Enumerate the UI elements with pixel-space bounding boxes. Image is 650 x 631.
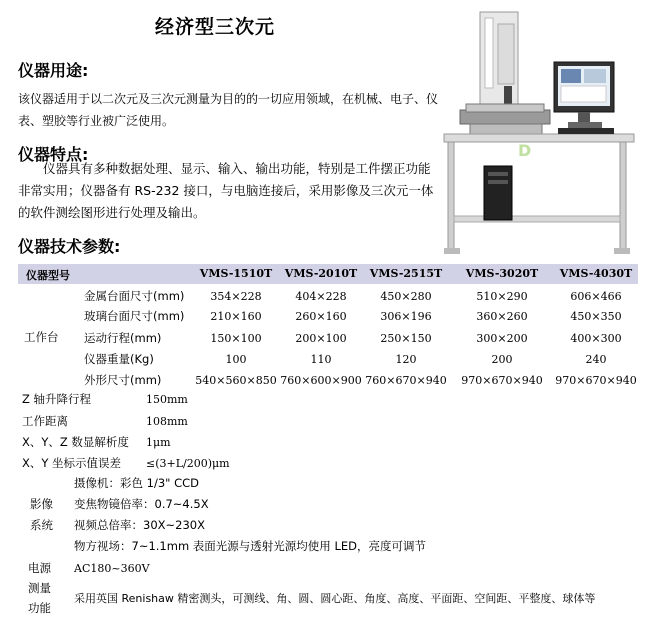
spec-cell: 306×196: [380, 310, 432, 323]
spec-cell: 400×300: [570, 332, 622, 345]
spec-cell: 240: [585, 353, 607, 366]
field-of-view-spec: 物方视场：7~1.1mm 表面光源与透射光源均使用 LED，亮度可调节: [74, 539, 426, 553]
spec-table-header: [18, 264, 638, 284]
spec-cell: 120: [395, 353, 417, 366]
usage-heading: 仪器用途:: [18, 61, 89, 80]
resolution-label: X、Y、Z 数显解析度: [22, 435, 129, 449]
specs-heading: 仪器技术参数:: [18, 237, 121, 256]
xy-error-label: X、Y 坐标示值误差: [22, 456, 122, 470]
z-travel-label: Z 轴升降行程: [22, 392, 92, 406]
working-distance-value: 108mm: [146, 415, 188, 428]
z-travel-value: 150mm: [146, 393, 188, 406]
spec-cell: 450×350: [570, 310, 622, 323]
spec-cell: 250×150: [380, 332, 432, 345]
spec-cell: 260×160: [295, 310, 347, 323]
spec-cell: 150×100: [210, 332, 262, 345]
model-col: VMS-2515T: [369, 267, 443, 280]
spec-cell: 100: [225, 353, 247, 366]
spec-row-label: 外形尺寸(mm): [84, 373, 162, 387]
spec-row-label: 运动行程(mm): [84, 331, 162, 345]
spec-cell: 450×280: [380, 290, 432, 303]
spec-cell: 970×670×940: [461, 374, 543, 387]
spec-cell: 510×290: [476, 290, 528, 303]
measure-label: 功能: [28, 601, 51, 615]
spec-cell: 760×670×940: [365, 374, 447, 387]
spec-cell: 404×228: [295, 290, 347, 303]
spec-cell: 360×260: [476, 310, 528, 323]
camera-spec: 摄像机：彩色 1/3" CCD: [74, 476, 200, 490]
power-value: AC180~360V: [74, 562, 150, 575]
usage-text: 该仪器适用于以二次元及三次元测量为目的的一切应用领域，在机械、电子、仪表、塑胶等行业被广泛使用。: [18, 92, 439, 128]
spec-row-label: 金属台面尺寸(mm): [84, 289, 185, 303]
spec-cell: 200×100: [295, 332, 347, 345]
spec-cell: 200: [491, 353, 513, 366]
spec-cell: 110: [310, 353, 332, 366]
imaging-group-label: 影像: [30, 497, 53, 511]
spec-row-label: 玻璃台面尺寸(mm): [84, 309, 185, 323]
zoom-lens-spec: 变焦物镜倍率：0.7~4.5X: [74, 497, 209, 511]
imaging-group-label: 系统: [30, 518, 53, 532]
model-col: VMS-3020T: [465, 267, 539, 280]
spec-row-label: 仪器重量(Kg): [84, 352, 154, 366]
video-magnification-spec: 视频总倍率：30X~230X: [74, 518, 205, 532]
features-heading: 仪器特点:: [18, 145, 89, 164]
spec-cell: 970×670×940: [555, 374, 637, 387]
workbench-group-label: 工作台: [24, 330, 59, 344]
resolution-value: 1μm: [146, 436, 171, 449]
spec-cell: 210×160: [210, 310, 262, 323]
measure-value: 采用英国 Renishaw 精密测头，可测线、角、圆、圆心距、角度、高度、平面距、空间距、平整度、球体等: [74, 592, 596, 605]
model-col: VMS-4030T: [559, 267, 633, 280]
working-distance-label: 工作距离: [22, 414, 68, 428]
model-col: VMS-1510T: [199, 267, 273, 280]
measure-label: 测量: [28, 581, 51, 595]
power-label: 电源: [28, 561, 51, 575]
spec-cell: 300×200: [476, 332, 528, 345]
xy-error-value: ≤(3+L/200)μm: [146, 457, 230, 470]
model-col: VMS-2010T: [284, 267, 358, 280]
measuring-machine-image: [440, 6, 640, 258]
header-model-label: 仪器型号: [26, 269, 70, 282]
features-text: 仪器具有多种数据处理、显示、输入、输出功能，特别是工件摆正功能非常实用；仪器备有 RS-232 接口，与电脑连接后，采用影像及三次元一体的软件测绘图形进行处理及输出。: [18, 161, 434, 220]
spec-cell: 540×560×850: [195, 374, 277, 387]
page-title: 经济型三次元: [155, 16, 276, 38]
monitor-label: D: [518, 141, 532, 160]
spec-cell: 760×600×900: [280, 374, 362, 387]
spec-cell: 354×228: [210, 290, 262, 303]
spec-cell: 606×466: [570, 290, 622, 303]
